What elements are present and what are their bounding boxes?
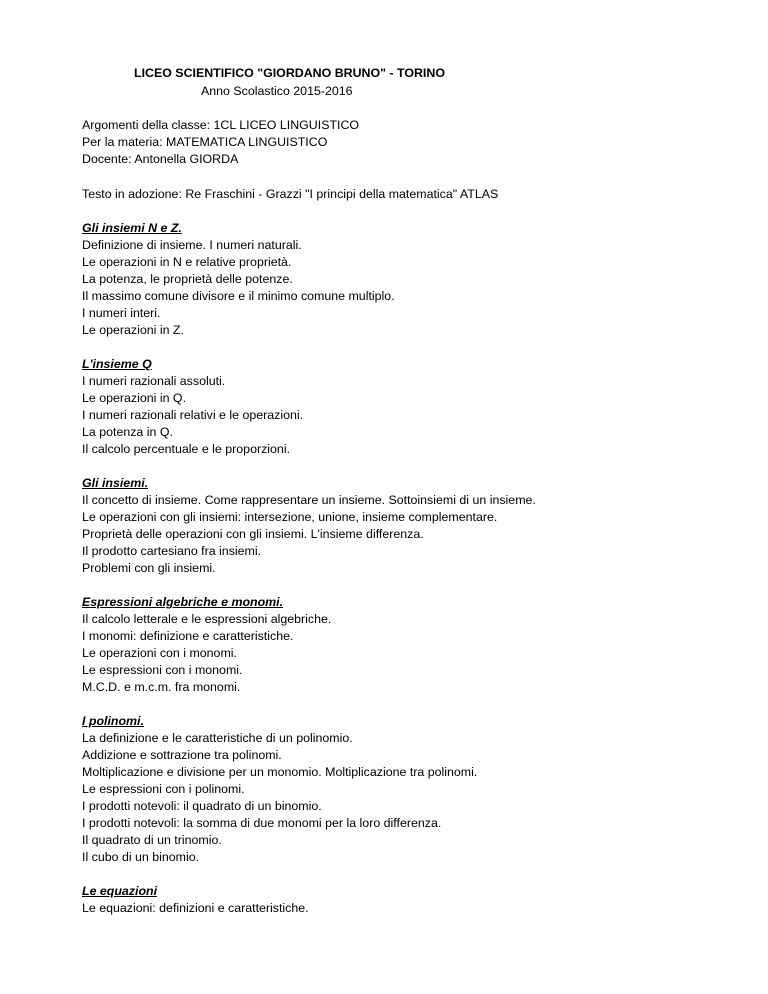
topic-line: I monomi: definizione e caratteristiche. — [82, 629, 294, 643]
topic-line: Le espressioni con i polinomi. — [82, 782, 245, 796]
topic-line: Problemi con gli insiemi. — [82, 561, 216, 575]
section-insiemi — [82, 475, 536, 577]
topic-line: Il cubo di un binomio. — [82, 850, 200, 864]
section-title: Le equazioni — [82, 884, 158, 898]
topic-line: Le operazioni in Q. — [82, 391, 187, 405]
topics-list — [82, 220, 536, 934]
topic-line: La definizione e le caratteristiche di un polinomio. — [82, 731, 353, 745]
topic-line: Le operazioni in Z. — [82, 323, 184, 337]
school-title: LICEO SCIENTIFICO "GIORDANO BRUNO" - TORINO — [134, 66, 445, 80]
topic-line: La potenza, le proprietà delle potenze. — [82, 272, 293, 286]
topic-line: Il quadrato di un trinomio. — [82, 833, 222, 847]
school-year: Anno Scolastico 2015-2016 — [201, 84, 353, 98]
teacher-line: Docente: Antonella GIORDA — [82, 152, 239, 166]
topic-line: I prodotti notevoli: la somma di due monomi per la loro differenza. — [82, 816, 442, 830]
topic-line: Proprietà delle operazioni con gli insiemi. L'insieme differenza. — [82, 527, 424, 541]
class-line: Argomenti della classe: 1CL LICEO LINGUISTICO — [82, 118, 360, 132]
section-insieme-q — [82, 356, 536, 458]
topic-line: Il concetto di insieme. Come rappresentare un insieme. Sottoinsiemi di un insieme. — [82, 493, 536, 507]
textbook-line: Testo in adozione: Re Fraschini - Grazzi "I principi della matematica" ATLAS — [82, 187, 499, 201]
section-polinomi — [82, 713, 536, 866]
topic-line: Le espressioni con i monomi. — [82, 663, 243, 677]
section-title: Gli insiemi N e Z. — [82, 221, 182, 235]
topic-line: I numeri interi. — [82, 306, 161, 320]
topic-line: Addizione e sottrazione tra polinomi. — [82, 748, 282, 762]
topic-line: Il massimo comune divisore e il minimo comune multiplo. — [82, 289, 395, 303]
section-espressioni-monomi — [82, 594, 536, 696]
topic-line: Le operazioni con gli insiemi: intersezione, unione, insieme complementare. — [82, 510, 498, 524]
topic-line: Le equazioni: definizioni e caratteristiche. — [82, 901, 309, 915]
topic-line: La potenza in Q. — [82, 425, 173, 439]
topic-line: Moltiplicazione e divisione per un monomio. Moltiplicazione tra polinomi. — [82, 765, 478, 779]
topic-line: Il prodotto cartesiano fra insiemi. — [82, 544, 262, 558]
section-insiemi-n-z — [82, 220, 536, 339]
topic-line: M.C.D. e m.c.m. fra monomi. — [82, 680, 241, 694]
topic-line: I numeri razionali relativi e le operazioni. — [82, 408, 304, 422]
topic-line: Definizione di insieme. I numeri naturali. — [82, 238, 302, 252]
topic-line: I numeri razionali assoluti. — [82, 374, 226, 388]
topic-line: Il calcolo letterale e le espressioni algebriche. — [82, 612, 332, 626]
section-title: I polinomi. — [82, 714, 144, 728]
section-title: Espressioni algebriche e monomi. — [82, 595, 284, 609]
topic-line: Le operazioni con i monomi. — [82, 646, 237, 660]
class-info — [82, 117, 359, 168]
topic-line: Le operazioni in N e relative proprietà. — [82, 255, 292, 269]
section-title: L'insieme Q — [82, 357, 152, 371]
topic-line: I prodotti notevoli: il quadrato di un binomio. — [82, 799, 322, 813]
section-title: Gli insiemi. — [82, 476, 149, 490]
topic-line: Il calcolo percentuale e le proporzioni. — [82, 442, 291, 456]
subject-line: Per la materia: MATEMATICA LINGUISTICO — [82, 135, 328, 149]
section-equazioni — [82, 883, 536, 917]
